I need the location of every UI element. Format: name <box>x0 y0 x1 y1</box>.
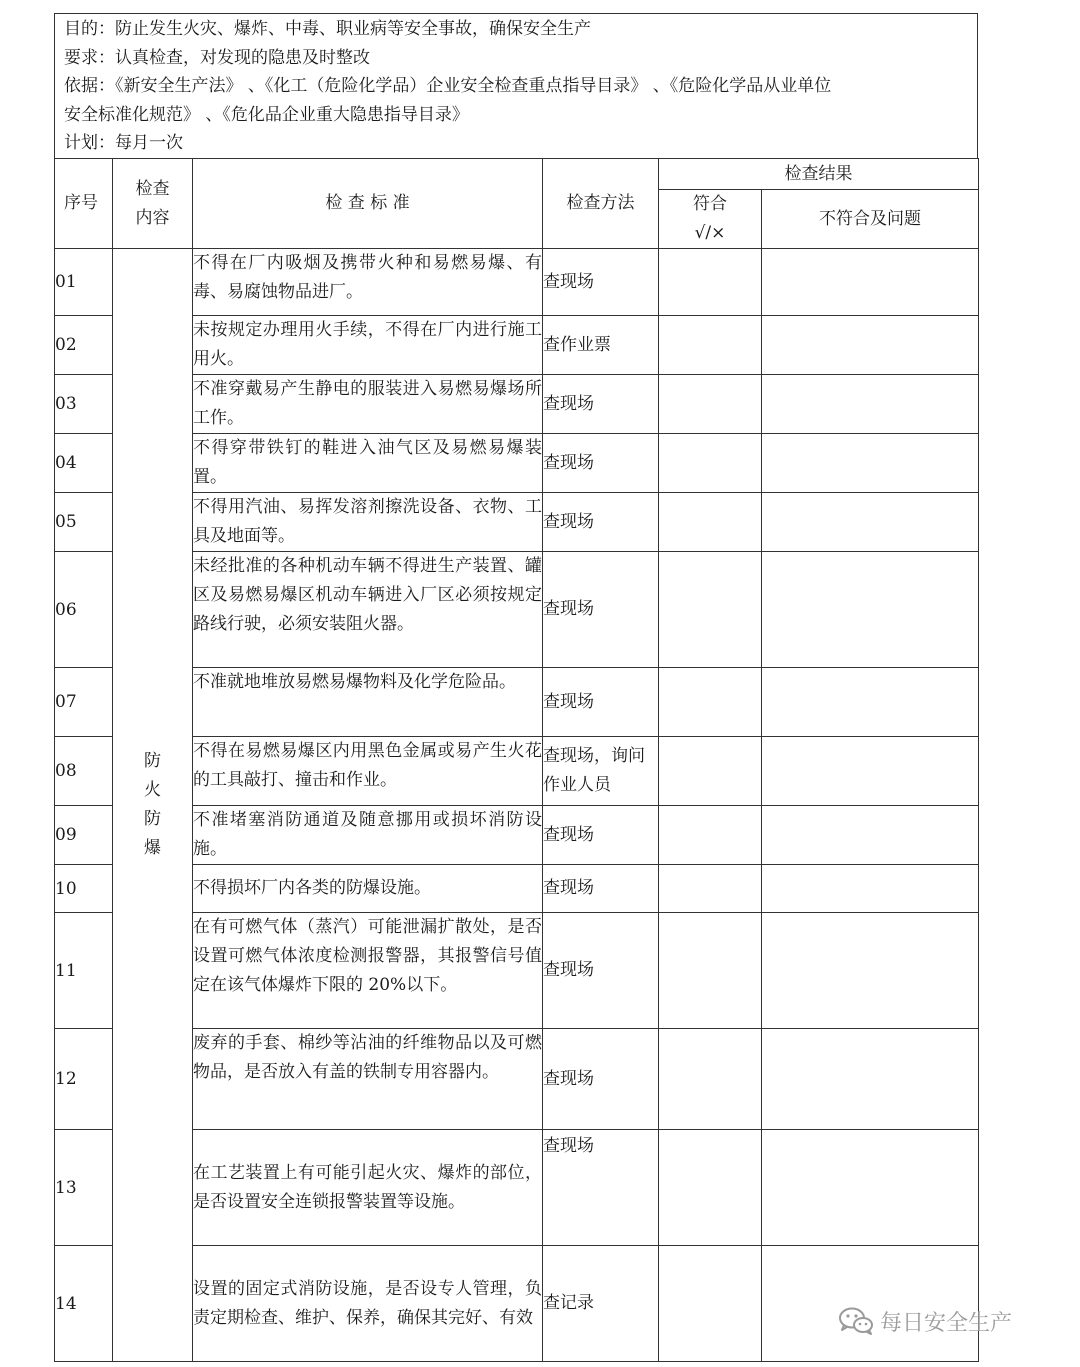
row-number: 02 <box>55 316 113 375</box>
plan-line: 计划：每月一次 <box>64 133 183 153</box>
standard-cell: 设置的固定式消防设施，是否设专人管理，负责定期检查、维护、保养，确保其完好、有效 <box>193 1246 543 1362</box>
basis-line-1: 依据：《新安全生产法》 、《化工（危险化学品）企业安全检查重点指导目录》 、《危险化学品从业单位 <box>64 76 832 96</box>
standard-cell: 未按规定办理用火手续，不得在厂内进行施工用火。 <box>193 316 543 375</box>
standard-cell: 不得穿带铁钉的鞋进入油气区及易燃易爆装置。 <box>193 434 543 493</box>
row-number: 07 <box>55 668 113 737</box>
method-cell: 查现场 <box>543 806 659 865</box>
table-row <box>55 552 979 668</box>
issue-cell[interactable] <box>762 1130 979 1246</box>
row-number: 09 <box>55 806 113 865</box>
pass-cell[interactable] <box>659 668 762 737</box>
pass-cell[interactable] <box>659 552 762 668</box>
issue-cell[interactable] <box>762 249 979 316</box>
issue-cell[interactable] <box>762 668 979 737</box>
watermark <box>838 1303 1012 1339</box>
header-fail: 不符合及问题 <box>762 190 979 249</box>
method-cell: 查现场 <box>543 493 659 552</box>
method-cell: 查现场 <box>543 913 659 1029</box>
issue-cell[interactable] <box>762 434 979 493</box>
standard-cell: 不准就地堆放易燃易爆物料及化学危险品。 <box>193 668 543 737</box>
method-cell: 查现场 <box>543 668 659 737</box>
watermark-text: 每日安全生产 <box>880 1310 1013 1336</box>
row-number: 13 <box>55 1130 113 1246</box>
purpose-line: 目的：防止发生火灾、爆炸、中毒、职业病等安全事故，确保安全生产 <box>64 19 591 39</box>
wechat-icon <box>838 1306 874 1336</box>
pass-cell[interactable] <box>659 434 762 493</box>
table-row <box>55 913 979 1029</box>
method-cell: 查记录 <box>543 1246 659 1362</box>
issue-cell[interactable] <box>762 806 979 865</box>
table-row <box>55 1029 979 1130</box>
method-cell: 查现场 <box>543 375 659 434</box>
method-cell: 查作业票 <box>543 316 659 375</box>
method-cell: 查现场 <box>543 434 659 493</box>
row-number: 01 <box>55 249 113 316</box>
pass-cell[interactable] <box>659 493 762 552</box>
method-cell: 查现场 <box>543 249 659 316</box>
basis-line-2: 安全标准化规范》 、《危化品企业重大隐患指导目录》 <box>64 104 469 125</box>
issue-cell[interactable] <box>762 552 979 668</box>
method-cell: 查现场 <box>543 1130 659 1246</box>
issue-cell[interactable] <box>762 737 979 806</box>
header-result: 检查结果 <box>659 159 979 190</box>
standard-cell: 废弃的手套、棉纱等沾油的纤维物品以及可燃物品，是否放入有盖的铁制专用容器内。 <box>193 1029 543 1130</box>
row-number: 08 <box>55 737 113 806</box>
header-content: 检查 内容 <box>113 159 193 249</box>
category-cell <box>113 249 193 1362</box>
table-row <box>55 1130 979 1246</box>
header-pass: 符合 √/× <box>659 190 762 249</box>
row-number: 04 <box>55 434 113 493</box>
table-row <box>55 249 979 316</box>
method-cell: 查现场 <box>543 1029 659 1130</box>
header-method: 检查方法 <box>543 159 659 249</box>
row-number: 12 <box>55 1029 113 1130</box>
table-row <box>55 493 979 552</box>
document-intro <box>54 13 978 158</box>
pass-cell[interactable] <box>659 316 762 375</box>
table-row <box>55 668 979 737</box>
standard-cell: 不得在易燃易爆区内用黑色金属或易产生火花的工具敲打、撞击和作业。 <box>193 737 543 806</box>
method-cell: 查现场 <box>543 552 659 668</box>
pass-cell[interactable] <box>659 1246 762 1362</box>
pass-cell[interactable] <box>659 1029 762 1130</box>
table-row <box>55 806 979 865</box>
pass-cell[interactable] <box>659 865 762 913</box>
issue-cell[interactable] <box>762 375 979 434</box>
header-seq: 序号 <box>55 159 113 249</box>
standard-cell: 不得用汽油、易挥发溶剂擦洗设备、衣物、工具及地面等。 <box>193 493 543 552</box>
standard-cell: 在有可燃气体（蒸汽）可能泄漏扩散处，是否设置可燃气体浓度检测报警器，其报警信号值定在该气体爆炸下限的 20%以下。 <box>193 913 543 1029</box>
table-row <box>55 316 979 375</box>
category-label: 防火防爆 <box>144 751 161 858</box>
inspection-table <box>54 158 979 1362</box>
row-number: 14 <box>55 1246 113 1362</box>
standard-cell: 不准穿戴易产生静电的服装进入易燃易爆场所工作。 <box>193 375 543 434</box>
method-cell: 查现场，询问作业人员 <box>543 737 659 806</box>
table-row <box>55 737 979 806</box>
row-number: 10 <box>55 865 113 913</box>
method-cell: 查现场 <box>543 865 659 913</box>
row-number: 06 <box>55 552 113 668</box>
row-number: 03 <box>55 375 113 434</box>
pass-cell[interactable] <box>659 806 762 865</box>
row-number: 11 <box>55 913 113 1029</box>
issue-cell[interactable] <box>762 316 979 375</box>
issue-cell[interactable] <box>762 913 979 1029</box>
standard-cell: 不准堵塞消防通道及随意挪用或损坏消防设施。 <box>193 806 543 865</box>
table-row <box>55 375 979 434</box>
pass-cell[interactable] <box>659 1130 762 1246</box>
issue-cell[interactable] <box>762 1029 979 1130</box>
issue-cell[interactable] <box>762 865 979 913</box>
pass-cell[interactable] <box>659 913 762 1029</box>
standard-cell: 不得损坏厂内各类的防爆设施。 <box>193 865 543 913</box>
standard-cell: 不得在厂内吸烟及携带火种和易燃易爆、有毒、易腐蚀物品进厂。 <box>193 249 543 316</box>
standard-cell: 在工艺装置上有可能引起火灾、爆炸的部位，是否设置安全连锁报警装置等设施。 <box>193 1130 543 1246</box>
issue-cell[interactable] <box>762 493 979 552</box>
requirement-line: 要求：认真检查，对发现的隐患及时整改 <box>64 47 370 68</box>
pass-cell[interactable] <box>659 249 762 316</box>
table-row <box>55 434 979 493</box>
header-standard: 检 查 标 准 <box>193 159 543 249</box>
pass-cell[interactable] <box>659 375 762 434</box>
table-row <box>55 865 979 913</box>
pass-cell[interactable] <box>659 737 762 806</box>
row-number: 05 <box>55 493 113 552</box>
standard-cell: 未经批准的各种机动车辆不得进生产装置、罐区及易燃易爆区机动车辆进入厂区必须按规定路线行驶，必须安装阻火器。 <box>193 552 543 668</box>
